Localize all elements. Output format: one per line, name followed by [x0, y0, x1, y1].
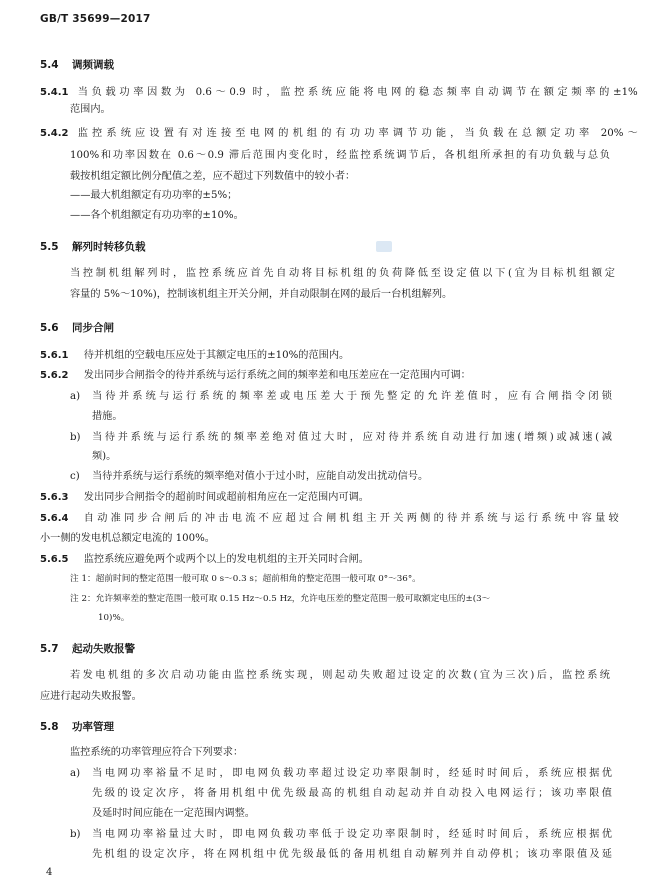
section-title: 解列时转移负载	[72, 241, 146, 253]
list-marker: b)	[70, 829, 81, 840]
section-title: 调频调载	[72, 59, 114, 71]
list-text: 先级的设定次序，将备用机组中优先级最高的机组自动起动并自动投入电网运行；该功率限值	[92, 788, 612, 799]
list-item-a-line-1	[70, 390, 612, 403]
clause-text: 发出同步合闸指令的待并系统与运行系统之间的频率差和电压差应在一定范围内可调：	[83, 370, 471, 381]
list-marker: a)	[70, 391, 81, 402]
clause-5-6-1	[40, 349, 349, 362]
clause-number: 5.6.1	[40, 350, 69, 361]
clause-5-6-4-line-2: 小一侧的发电机总额定电流的 100%。	[40, 533, 215, 544]
clause-5-4-1-line-1	[40, 86, 638, 99]
list-item-a-line-1	[70, 767, 612, 780]
section-number: 5.6	[40, 322, 59, 334]
list-text: 当电网功率裕量过大时，即电网负载功率低于设定功率限制时，经延时时间后，系统应根据优	[92, 829, 612, 840]
watermark-logo	[376, 241, 392, 252]
dash-item-2: ——各个机组额定有功功率的±10%。	[70, 210, 244, 221]
list-text: 当待并系统与运行系统的频率差绝对值过大时，应对待并系统自动进行加速(增频)或减速(减	[92, 432, 612, 443]
clause-5-6-5	[40, 553, 369, 566]
list-text: 当电网功率裕量不足时，即电网负载功率超过设定功率限制时，经延时时间后，系统应根据优	[92, 768, 612, 779]
clause-text: 监控系统应避免两个或两个以上的发电机组的主开关同时合闸。	[83, 554, 369, 565]
section-number: 5.8	[40, 721, 59, 733]
section-5-7-heading	[40, 641, 135, 656]
clause-number: 5.4.2	[40, 128, 69, 139]
note-1: 注 1：超前时间的整定范围一般可取 0 s～0.3 s；超前相角的整定范围一般可取 0°～36°。	[70, 574, 421, 584]
list-item-a-line-2	[92, 787, 612, 800]
standard-code: GB/T 35699—2017	[40, 13, 151, 25]
list-item-b-line-1	[70, 828, 612, 841]
section-title: 起动失败报警	[72, 643, 135, 655]
clause-5-4-2-line-1	[40, 127, 638, 140]
page-number: 4	[46, 867, 53, 878]
para-5-7-line-1	[70, 669, 610, 682]
section-5-5-heading	[40, 239, 146, 254]
para-5-7-line-2: 应进行起动失败报警。	[40, 691, 142, 702]
section-number: 5.7	[40, 643, 59, 655]
section-5-6-heading	[40, 320, 114, 335]
list-item-a-line-3: 及延时时间应能在一定范围内调整。	[92, 808, 255, 819]
clause-5-6-2	[40, 369, 471, 382]
para-5-8-intro: 监控系统的功率管理应符合下列要求：	[70, 747, 244, 758]
list-item-b-line-2: 频)。	[92, 451, 117, 462]
para-text: 若发电机组的多次启动功能由监控系统实现，则起动失败超过设定的次数(宜为三次)后，监控系统	[70, 670, 610, 681]
clause-text: 监控系统应设置有对连接至电网的机组的有功功率调节功能，当负载在总额定功率 20%～	[77, 128, 638, 139]
para-text: 当控制机组解列时，监控系统应首先自动将目标机组的负荷降低至设定值以下(宜为目标机组额定	[70, 268, 615, 279]
clause-text: 发出同步合闸指令的超前时间或超前相角应在一定范围内可调。	[83, 492, 369, 503]
section-5-4-heading	[40, 57, 114, 72]
para-5-5-line-2: 容量的 5%～10%)，控制该机组主开关分闸，并自动限制在网的最后一台机组解列。	[70, 289, 453, 300]
section-title: 功率管理	[72, 721, 114, 733]
note-2-line-1: 注 2：允许频率差的整定范围一般可取 0.15 Hz～0.5 Hz，允许电压差的整定范围一般可取额定电压的±(3～	[70, 594, 491, 604]
para-5-5-line-1	[70, 267, 615, 280]
clause-number: 5.6.3	[40, 492, 69, 503]
clause-5-4-2-line-2	[70, 149, 610, 162]
list-text: 当待并系统与运行系统的频率绝对值小于过小时，应能自动发出扰动信号。	[92, 471, 429, 482]
list-marker: c)	[70, 471, 80, 482]
clause-5-6-3	[40, 491, 369, 504]
clause-number: 5.6.4	[40, 513, 69, 524]
list-text: 当待并系统与运行系统的频率差或电压差大于预先整定的允许差值时，应有合闸指令闭锁	[92, 391, 612, 402]
clause-number: 5.6.2	[40, 370, 69, 381]
section-number: 5.4	[40, 59, 59, 71]
note-2-line-2: 10)%。	[98, 613, 130, 623]
dash-item-1: ——最大机组额定有功功率的±5%；	[70, 190, 238, 201]
clause-number: 5.6.5	[40, 554, 69, 565]
clause-5-4-2-line-3: 载按机组定额比例分配值之差，应不超过下列数值中的较小者：	[70, 171, 356, 182]
list-item-b-line-1	[70, 431, 612, 444]
list-item-b-line-2	[92, 848, 612, 861]
list-marker: a)	[70, 768, 81, 779]
clause-5-6-4-line-1	[40, 512, 619, 525]
clause-number: 5.4.1	[40, 87, 69, 98]
section-number: 5.5	[40, 241, 59, 253]
clause-text: 100%和功率因数在 0.6～0.9 滞后范围内变化时，经监控系统调节后，各机组所承担的有功负载与总负	[70, 150, 610, 161]
clause-text: 待并机组的空载电压应处于其额定电压的±10%的范围内。	[83, 350, 350, 361]
list-marker: b)	[70, 432, 81, 443]
clause-5-4-1-line-2: 范围内。	[70, 104, 111, 115]
list-item-c	[70, 470, 428, 483]
list-item-a-line-2: 措施。	[92, 411, 123, 422]
clause-text: 当负载功率因数为 0.6～0.9 时，监控系统应能将电网的稳态频率自动调节在额定频率的±1%	[77, 87, 638, 98]
clause-text: 自动准同步合闸后的冲击电流不应超过合闸机组主开关两侧的待并系统与运行系统中容量较	[83, 513, 619, 524]
list-text: 先机组的设定次序，将在网机组中优先级最低的备用机组自动解列并自动停机；该功率限值及延	[92, 849, 612, 860]
section-title: 同步合闸	[72, 322, 114, 334]
section-5-8-heading	[40, 719, 114, 734]
